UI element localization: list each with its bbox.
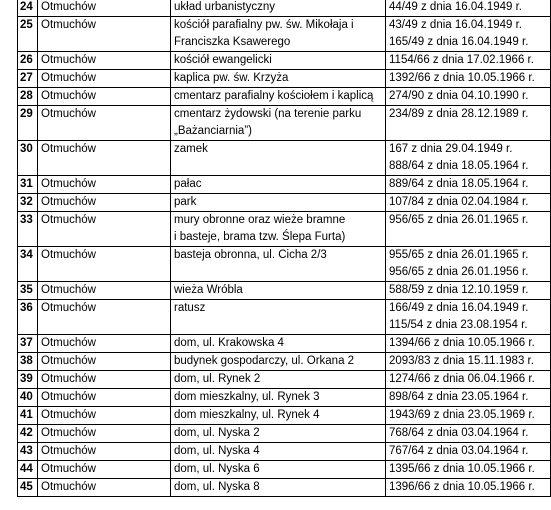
object-description-cell	[171, 70, 386, 88]
object-description-line: wieża Wróbla	[174, 284, 243, 296]
object-description-line: i basteje, brama tzw. Ślepa Furta)	[174, 231, 346, 243]
object-description-line: dom, ul. Nyska 6	[174, 463, 260, 475]
row-number: 34	[18, 247, 38, 282]
row-number: 32	[18, 194, 38, 212]
table-row	[18, 17, 551, 52]
row-number: 36	[18, 300, 38, 335]
register-entry-cell	[386, 389, 551, 407]
register-entry-line: 1154/66 z dnia 17.02.1966 r.	[389, 54, 534, 66]
table-row	[18, 461, 551, 479]
object-description-cell	[171, 335, 386, 353]
town-cell: Otmuchów	[38, 461, 171, 479]
register-entry-cell	[386, 300, 551, 335]
town-cell: Otmuchów	[38, 17, 171, 52]
object-description-cell	[171, 141, 386, 176]
object-description-line: basteja obronna, ul. Cicha 2/3	[174, 249, 327, 261]
row-number: 27	[18, 70, 38, 88]
table-row	[18, 425, 551, 443]
table-row	[18, 212, 551, 247]
town-cell: Otmuchów	[38, 371, 171, 389]
object-description-line: kaplica pw. św. Krzyża	[174, 72, 289, 84]
register-entry-cell	[386, 443, 551, 461]
register-entry-line: 889/64 z dnia 18.05.1964 r.	[389, 178, 529, 190]
object-description-cell	[171, 106, 386, 141]
register-entry-line: 956/65 z dnia 26.01.1965 r.	[389, 214, 529, 226]
register-entry-line: 898/64 z dnia 23.05.1964 r.	[389, 391, 529, 403]
row-number: 45	[18, 479, 38, 497]
table-row	[18, 88, 551, 106]
row-number: 41	[18, 407, 38, 425]
town-cell: Otmuchów	[38, 0, 171, 17]
object-description-cell	[171, 479, 386, 497]
object-description-line: ratusz	[174, 302, 206, 314]
row-number: 44	[18, 461, 38, 479]
town-cell: Otmuchów	[38, 335, 171, 353]
table-row	[18, 194, 551, 212]
table-row	[18, 70, 551, 88]
register-entry-line: 1394/66 z dnia 10.05.1966 r.	[389, 337, 535, 349]
table-row	[18, 335, 551, 353]
object-description-cell	[171, 353, 386, 371]
object-description-line: dom, ul. Nyska 4	[174, 445, 260, 457]
object-description-line: kościół parafialny pw. św. Mikołaja i	[174, 19, 354, 31]
town-cell: Otmuchów	[38, 52, 171, 70]
row-number: 35	[18, 282, 38, 300]
row-number: 28	[18, 88, 38, 106]
register-entry-cell	[386, 88, 551, 106]
register-entry-cell	[386, 141, 551, 176]
register-entry-line: 43/49 z dnia 16.04.1949 r.	[389, 19, 522, 31]
register-entry-line: 107/84 z dnia 02.04.1984 r.	[389, 196, 529, 208]
object-description-cell	[171, 247, 386, 282]
town-cell: Otmuchów	[38, 282, 171, 300]
object-description-line: dom, ul. Nyska 8	[174, 481, 260, 493]
object-description-cell	[171, 52, 386, 70]
object-description-line: cmentarz parafialny kościołem i kaplicą	[174, 90, 374, 102]
row-number: 33	[18, 212, 38, 247]
town-cell: Otmuchów	[38, 141, 171, 176]
row-number: 38	[18, 353, 38, 371]
register-entry-line: 165/49 z dnia 16.04.1949 r.	[389, 36, 529, 48]
register-entry-line: 1395/66 z dnia 10.05.1966 r.	[389, 463, 535, 475]
table-row	[18, 247, 551, 282]
object-description-cell	[171, 425, 386, 443]
object-description-line: „Bażanciarnia”)	[174, 125, 252, 137]
object-description-line: Franciszka Ksawerego	[174, 36, 291, 48]
object-description-cell	[171, 0, 386, 17]
town-cell: Otmuchów	[38, 88, 171, 106]
register-entry-line: 1274/66 z dnia 06.04.1966 r.	[389, 373, 535, 385]
register-entry-cell	[386, 17, 551, 52]
register-entry-line: 1392/66 z dnia 10.05.1966 r.	[389, 72, 535, 84]
register-entry-line: 234/89 z dnia 28.12.1989 r.	[389, 108, 529, 120]
register-entry-cell	[386, 335, 551, 353]
object-description-cell	[171, 194, 386, 212]
register-entry-line: 1396/66 z dnia 10.05.1966 r.	[389, 481, 535, 493]
object-description-cell	[171, 17, 386, 52]
table-row	[18, 176, 551, 194]
object-description-line: kościół ewangelicki	[174, 54, 272, 66]
town-cell: Otmuchów	[38, 247, 171, 282]
town-cell: Otmuchów	[38, 407, 171, 425]
object-description-cell	[171, 461, 386, 479]
table-row	[18, 407, 551, 425]
register-entry-line: 1943/69 z dnia 23.05.1969 r.	[389, 409, 535, 421]
row-number: 26	[18, 52, 38, 70]
object-description-line: mury obronne oraz wieże bramne	[174, 214, 346, 226]
object-description-line: cmentarz żydowski (na terenie parku	[174, 108, 362, 120]
object-description-line: układ urbanistyczny	[174, 1, 275, 13]
register-entry-line: 166/49 z dnia 16.04.1949 r.	[389, 302, 529, 314]
register-entry-line: 44/49 z dnia 16.04.1949 r.	[389, 1, 522, 13]
town-cell: Otmuchów	[38, 443, 171, 461]
object-description-cell	[171, 389, 386, 407]
town-cell: Otmuchów	[38, 194, 171, 212]
object-description-cell	[171, 212, 386, 247]
town-cell: Otmuchów	[38, 212, 171, 247]
row-number: 43	[18, 443, 38, 461]
register-entry-line: 767/64 z dnia 03.04.1964 r.	[389, 445, 529, 457]
town-cell: Otmuchów	[38, 300, 171, 335]
town-cell: Otmuchów	[38, 106, 171, 141]
object-description-line: dom, ul. Rynek 2	[174, 373, 261, 385]
object-description-line: pałac	[174, 178, 202, 190]
row-number: 29	[18, 106, 38, 141]
register-entry-cell	[386, 353, 551, 371]
monuments-table-body	[18, 0, 551, 497]
register-entry-cell	[386, 176, 551, 194]
monuments-table	[17, 0, 551, 497]
row-number: 42	[18, 425, 38, 443]
object-description-cell	[171, 176, 386, 194]
object-description-line: dom mieszkalny, ul. Rynek 4	[174, 409, 320, 421]
table-row	[18, 353, 551, 371]
table-row	[18, 282, 551, 300]
register-entry-cell	[386, 479, 551, 497]
object-description-cell	[171, 407, 386, 425]
object-description-line: dom, ul. Nyska 2	[174, 427, 260, 439]
register-entry-cell	[386, 247, 551, 282]
table-row	[18, 52, 551, 70]
register-entry-cell	[386, 0, 551, 17]
register-entry-line: 955/65 z dnia 26.01.1965 r.	[389, 249, 529, 261]
town-cell: Otmuchów	[38, 389, 171, 407]
object-description-cell	[171, 282, 386, 300]
town-cell: Otmuchów	[38, 353, 171, 371]
town-cell: Otmuchów	[38, 176, 171, 194]
object-description-line: dom mieszkalny, ul. Rynek 3	[174, 391, 320, 403]
register-entry-line: 888/64 z dnia 18.05.1964 r.	[389, 160, 529, 172]
object-description-cell	[171, 443, 386, 461]
register-entry-line: 115/54 z dnia 23.08.1954 r.	[389, 319, 528, 331]
town-cell: Otmuchów	[38, 479, 171, 497]
register-entry-cell	[386, 52, 551, 70]
register-entry-cell	[386, 282, 551, 300]
register-entry-line: 956/65 z dnia 26.01.1956 r.	[389, 266, 529, 278]
object-description-cell	[171, 371, 386, 389]
town-cell: Otmuchów	[38, 70, 171, 88]
row-number: 30	[18, 141, 38, 176]
row-number: 40	[18, 389, 38, 407]
register-entry-cell	[386, 461, 551, 479]
register-entry-cell	[386, 194, 551, 212]
object-description-line: park	[174, 196, 197, 208]
register-entry-line: 2093/83 z dnia 15.11.1983 r.	[389, 355, 534, 367]
row-number: 24	[18, 0, 38, 17]
town-cell: Otmuchów	[38, 425, 171, 443]
table-row	[18, 300, 551, 335]
register-entry-cell	[386, 371, 551, 389]
table-row	[18, 443, 551, 461]
register-entry-cell	[386, 106, 551, 141]
register-entry-line: 588/59 z dnia 12.10.1959 r.	[389, 284, 529, 296]
table-row	[18, 389, 551, 407]
row-number: 37	[18, 335, 38, 353]
register-entry-line: 167 z dnia 29.04.1949 r.	[389, 143, 513, 155]
table-row	[18, 0, 551, 17]
register-entry-cell	[386, 70, 551, 88]
table-row	[18, 141, 551, 176]
table-row	[18, 479, 551, 497]
object-description-line: budynek gospodarczy, ul. Orkana 2	[174, 355, 355, 367]
table-row	[18, 106, 551, 141]
register-entry-cell	[386, 425, 551, 443]
object-description-line: zamek	[174, 143, 208, 155]
register-entry-cell	[386, 407, 551, 425]
object-description-line: dom, ul. Krakowska 4	[174, 337, 284, 349]
object-description-cell	[171, 88, 386, 106]
register-entry-cell	[386, 212, 551, 247]
object-description-cell	[171, 300, 386, 335]
row-number: 39	[18, 371, 38, 389]
register-entry-line: 768/64 z dnia 03.04.1964 r.	[389, 427, 529, 439]
table-row	[18, 371, 551, 389]
row-number: 25	[18, 17, 38, 52]
register-entry-line: 274/90 z dnia 04.10.1990 r.	[389, 90, 529, 102]
row-number: 31	[18, 176, 38, 194]
